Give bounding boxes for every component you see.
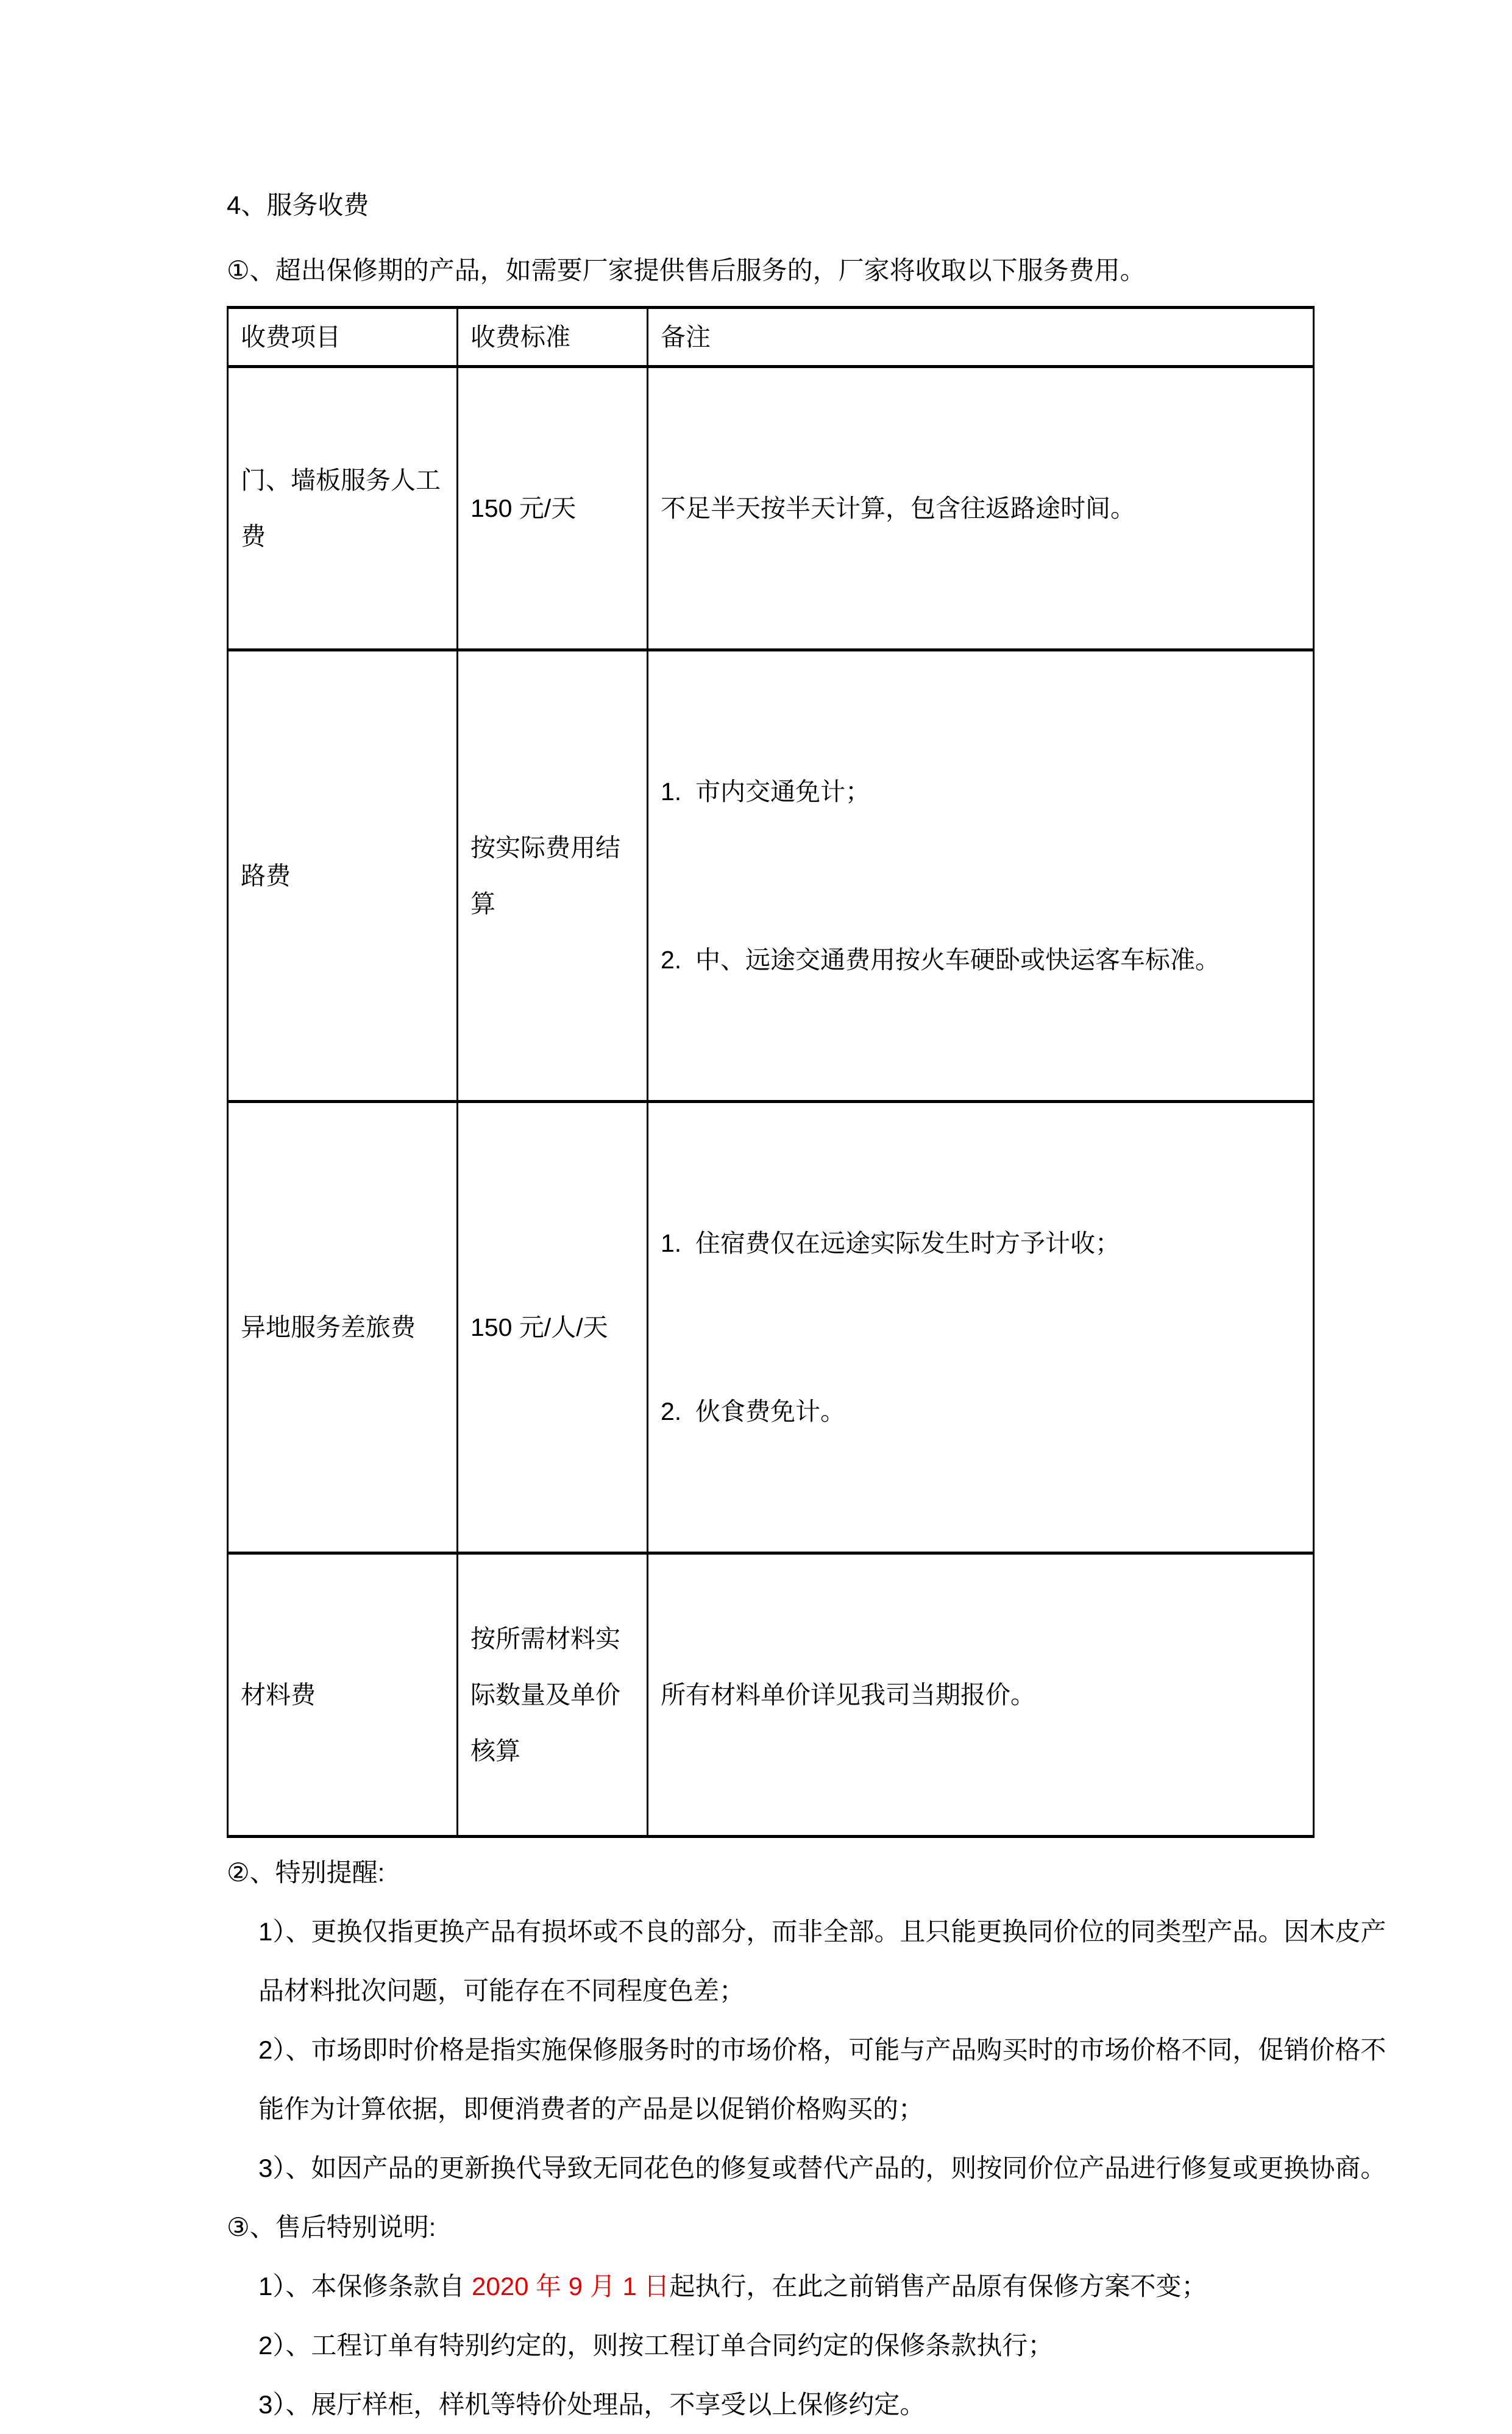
after-sales-item: 2）、工程订单有特别约定的，则按工程订单合同约定的保修条款执行； bbox=[258, 2331, 1054, 2360]
cell-fee-item: 门、墙板服务人工费 bbox=[228, 367, 458, 650]
remark-line: 不足半天按半天计算，包含往返路途时间。 bbox=[661, 494, 1135, 522]
cell-remark bbox=[648, 650, 1314, 1102]
after-sales-item-prefix: 1）、本保修条款自 bbox=[258, 2272, 472, 2301]
table-row bbox=[228, 1553, 1314, 1837]
cell-fee-item: 路费 bbox=[228, 650, 458, 1102]
cell-remark bbox=[648, 1553, 1314, 1837]
cell-fee-standard: 150 元/人/天 bbox=[458, 1102, 648, 1553]
special-reminder-heading: ②、特别提醒: bbox=[227, 1858, 385, 1887]
service-fees-table bbox=[227, 306, 1315, 1838]
after-sales-item: 3）、展厅样柜，样机等特价处理品，不享受以上保修约定。 bbox=[258, 2390, 926, 2419]
remark-line: 2. 中、远途交通费用按火车硬卧或快运客车标准。 bbox=[661, 946, 1220, 974]
remark-line: 1. 住宿费仅在远途实际发生时方予计收； bbox=[661, 1229, 1120, 1257]
after-sales-item-suffix: 起执行，在此之前销售产品原有保修方案不变； bbox=[669, 2272, 1207, 2301]
cell-fee-item: 材料费 bbox=[228, 1553, 458, 1837]
cell-fee-standard: 按所需材料实际数量及单价核算 bbox=[458, 1553, 648, 1837]
header-fee-item: 收费项目 bbox=[228, 308, 458, 367]
table-row bbox=[228, 650, 1314, 1102]
table-row bbox=[228, 1102, 1314, 1553]
cell-remark bbox=[648, 367, 1314, 650]
document-content bbox=[227, 176, 1422, 2434]
table-header-row bbox=[228, 308, 1314, 367]
table-row bbox=[228, 367, 1314, 650]
effective-date-highlight: 2020 年 9 月 1 日 bbox=[472, 2272, 670, 2301]
remark-line: 所有材料单价详见我司当期报价。 bbox=[661, 1681, 1035, 1709]
after-sales-heading: ③、售后特别说明: bbox=[227, 2213, 436, 2241]
header-fee-standard: 收费标准 bbox=[458, 308, 648, 367]
intro-paragraph: ①、超出保修期的产品，如需要厂家提供售后服务的，厂家将收取以下服务费用。 bbox=[227, 256, 1146, 285]
after-sales-item bbox=[258, 2257, 1410, 2316]
section-heading: 4、服务收费 bbox=[227, 191, 369, 219]
remark-line: 2. 伙食费免计。 bbox=[661, 1397, 845, 1425]
cell-remark bbox=[648, 1102, 1314, 1553]
cell-fee-item: 异地服务差旅费 bbox=[228, 1102, 458, 1553]
reminder-item: 2）、市场即时价格是指实施保修服务时的市场价格，可能与产品购买时的市场价格不同，促销价格不能作为计算依据，即便消费者的产品是以促销价格购买的； bbox=[258, 2035, 1386, 2123]
cell-fee-standard: 按实际费用结算 bbox=[458, 650, 648, 1102]
reminder-item: 1）、更换仅指更换产品有损坏或不良的部分，而非全部。且只能更换同价位的同类型产品。因木皮产品材料批次问题，可能存在不同程度色差； bbox=[258, 1917, 1386, 2005]
header-remark: 备注 bbox=[648, 308, 1314, 367]
cell-fee-standard: 150 元/天 bbox=[458, 367, 648, 650]
reminder-item: 3）、如因产品的更新换代导致无同花色的修复或替代产品的，则按同价位产品进行修复或更换协商。 bbox=[258, 2154, 1386, 2182]
remark-line: 1. 市内交通免计； bbox=[661, 778, 870, 806]
